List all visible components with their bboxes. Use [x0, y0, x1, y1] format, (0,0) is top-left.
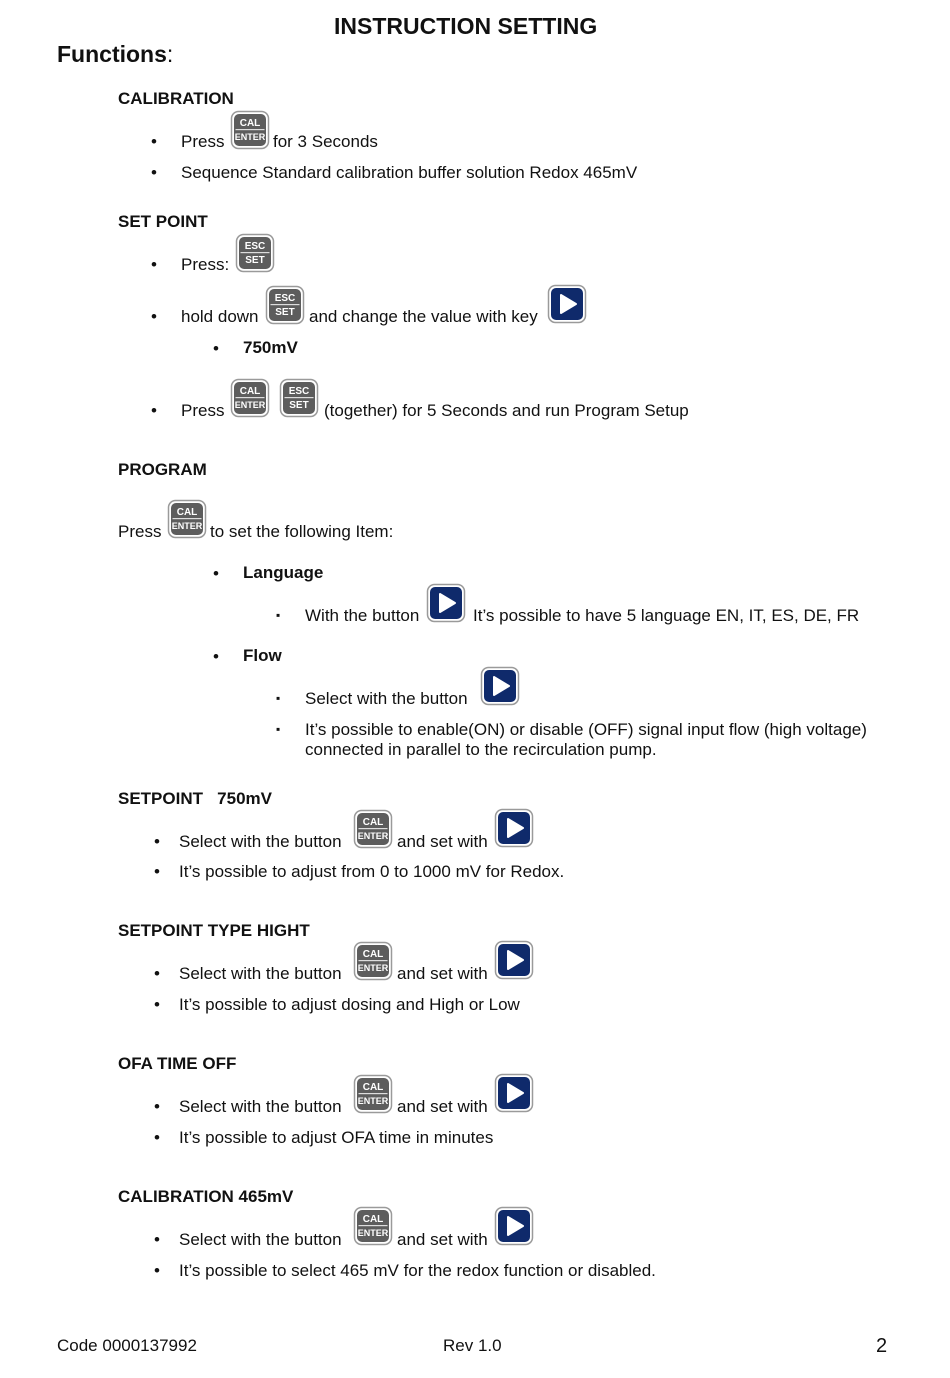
setpoint-type-heading: SETPOINT TYPE HIGHT	[118, 921, 310, 940]
square-bullet: ▪	[276, 608, 281, 622]
cal-enter-key-icon	[167, 499, 207, 539]
page-title: INSTRUCTION SETTING	[334, 13, 598, 39]
right-arrow-key-icon	[494, 940, 534, 980]
set-point-heading: SET POINT	[118, 212, 208, 231]
calibration-sequence-text: Sequence Standard calibration buffer solution Redox 465mV	[181, 163, 638, 182]
set-point-hold-text: hold down	[181, 307, 259, 326]
right-arrow-key-icon	[480, 666, 520, 706]
set-point-press-text: Press:	[181, 255, 230, 274]
cal-enter-key-icon	[230, 378, 270, 418]
setpoint-750-and-text: and set with	[397, 832, 488, 851]
cal-enter-key-icon	[230, 110, 270, 150]
bullet: •	[151, 307, 157, 326]
calibration-465-select-text: Select with the button	[179, 1230, 342, 1249]
square-bullet: ▪	[276, 691, 281, 705]
bullet: •	[213, 647, 219, 666]
bullet: •	[154, 1128, 160, 1147]
cal-enter-key-icon	[353, 1206, 393, 1246]
bullet: •	[154, 1261, 160, 1280]
set-point-together-text: (together) for 5 Seconds and run Program Setup	[324, 401, 689, 420]
svg-text:ENTER: ENTER	[234, 132, 266, 142]
ofa-select-text: Select with the button	[179, 1097, 342, 1116]
functions-label: Functions	[57, 41, 167, 67]
calibration-465-heading: CALIBRATION 465mV	[118, 1187, 294, 1206]
setpoint-type-and-text: and set with	[397, 964, 488, 983]
right-arrow-key-icon	[547, 284, 587, 324]
esc-set-key-icon	[279, 378, 319, 418]
right-arrow-key-icon	[426, 583, 466, 623]
bullet: •	[154, 1097, 160, 1116]
svg-text:CAL: CAL	[176, 507, 198, 518]
calibration-465-and-text: and set with	[397, 1230, 488, 1249]
svg-text:ENTER: ENTER	[357, 963, 389, 973]
setpoint-750-select-text: Select with the button	[179, 832, 342, 851]
set-point-value: 750mV	[243, 338, 298, 357]
program-intro-text: to set the following Item:	[210, 522, 394, 541]
set-point-change-text: and change the value with key	[309, 307, 538, 326]
right-arrow-key-icon	[494, 808, 534, 848]
bullet: •	[151, 132, 157, 151]
bullet: •	[154, 832, 160, 851]
ofa-and-text: and set with	[397, 1097, 488, 1116]
bullet: •	[151, 255, 157, 274]
ofa-heading: OFA TIME OFF	[118, 1054, 237, 1073]
svg-text:ESC: ESC	[244, 241, 266, 252]
cal-enter-key-icon	[353, 1074, 393, 1114]
flow-description-line2: connected in parallel to the recirculation pump.	[305, 740, 657, 759]
right-arrow-key-icon	[494, 1073, 534, 1113]
svg-text:CAL: CAL	[362, 817, 384, 828]
svg-text:SET: SET	[275, 307, 295, 318]
svg-text:CAL: CAL	[239, 118, 261, 129]
calibration-heading: CALIBRATION	[118, 89, 234, 108]
bullet: •	[154, 1230, 160, 1249]
footer-revision: Rev 1.0	[443, 1336, 502, 1355]
calibration-press-text: Press	[181, 132, 225, 151]
svg-text:CAL: CAL	[239, 386, 261, 397]
svg-text:ENTER: ENTER	[171, 521, 203, 531]
flow-label: Flow	[243, 646, 282, 665]
language-text: With the button	[305, 606, 420, 625]
setpoint-750-heading: SETPOINT 750mV	[118, 789, 272, 808]
bullet: •	[154, 964, 160, 983]
calibration-465-description: It’s possible to select 465 mV for the redox function or disabled.	[179, 1261, 656, 1280]
right-arrow-key-icon	[494, 1206, 534, 1246]
svg-text:ESC: ESC	[288, 386, 310, 397]
flow-description-line1: It’s possible to enable(ON) or disable (OFF) signal input flow (high voltage)	[305, 720, 867, 739]
svg-text:ENTER: ENTER	[357, 1096, 389, 1106]
language-label: Language	[243, 563, 324, 582]
svg-text:ENTER: ENTER	[357, 831, 389, 841]
bullet: •	[151, 401, 157, 420]
program-heading: PROGRAM	[118, 460, 207, 479]
functions-heading	[57, 41, 173, 68]
svg-text:CAL: CAL	[362, 1214, 384, 1225]
esc-set-key-icon	[235, 233, 275, 273]
bullet: •	[151, 163, 157, 182]
functions-colon: :	[166, 41, 174, 67]
svg-text:ENTER: ENTER	[234, 400, 266, 410]
cal-enter-key-icon	[353, 941, 393, 981]
bullet: •	[154, 862, 160, 881]
language-options-text: It’s possible to have 5 language EN, IT, ES, DE, FR	[473, 606, 860, 625]
setpoint-type-description: It’s possible to adjust dosing and High or Low	[179, 995, 520, 1014]
setpoint-750-range-text: It’s possible to adjust from 0 to 1000 mV for Redox.	[179, 862, 565, 881]
square-bullet: ▪	[276, 722, 281, 736]
bullet: •	[154, 995, 160, 1014]
svg-text:ENTER: ENTER	[357, 1228, 389, 1238]
svg-text:SET: SET	[245, 255, 265, 266]
svg-text:ESC: ESC	[274, 293, 296, 304]
calibration-duration-text: for 3 Seconds	[273, 132, 378, 151]
cal-enter-key-icon	[353, 809, 393, 849]
set-point-press2-text: Press	[181, 401, 225, 420]
svg-text:CAL: CAL	[362, 1082, 384, 1093]
bullet: •	[213, 339, 219, 358]
esc-set-key-icon	[265, 285, 305, 325]
bullet: •	[213, 564, 219, 583]
footer-code: Code 0000137992	[57, 1336, 197, 1355]
svg-text:SET: SET	[289, 400, 309, 411]
svg-text:CAL: CAL	[362, 949, 384, 960]
setpoint-type-select-text: Select with the button	[179, 964, 342, 983]
page-number: 2	[876, 1335, 888, 1357]
program-press-text: Press	[118, 522, 162, 541]
ofa-description: It’s possible to adjust OFA time in minutes	[179, 1128, 494, 1147]
flow-select-text: Select with the button	[305, 689, 468, 708]
